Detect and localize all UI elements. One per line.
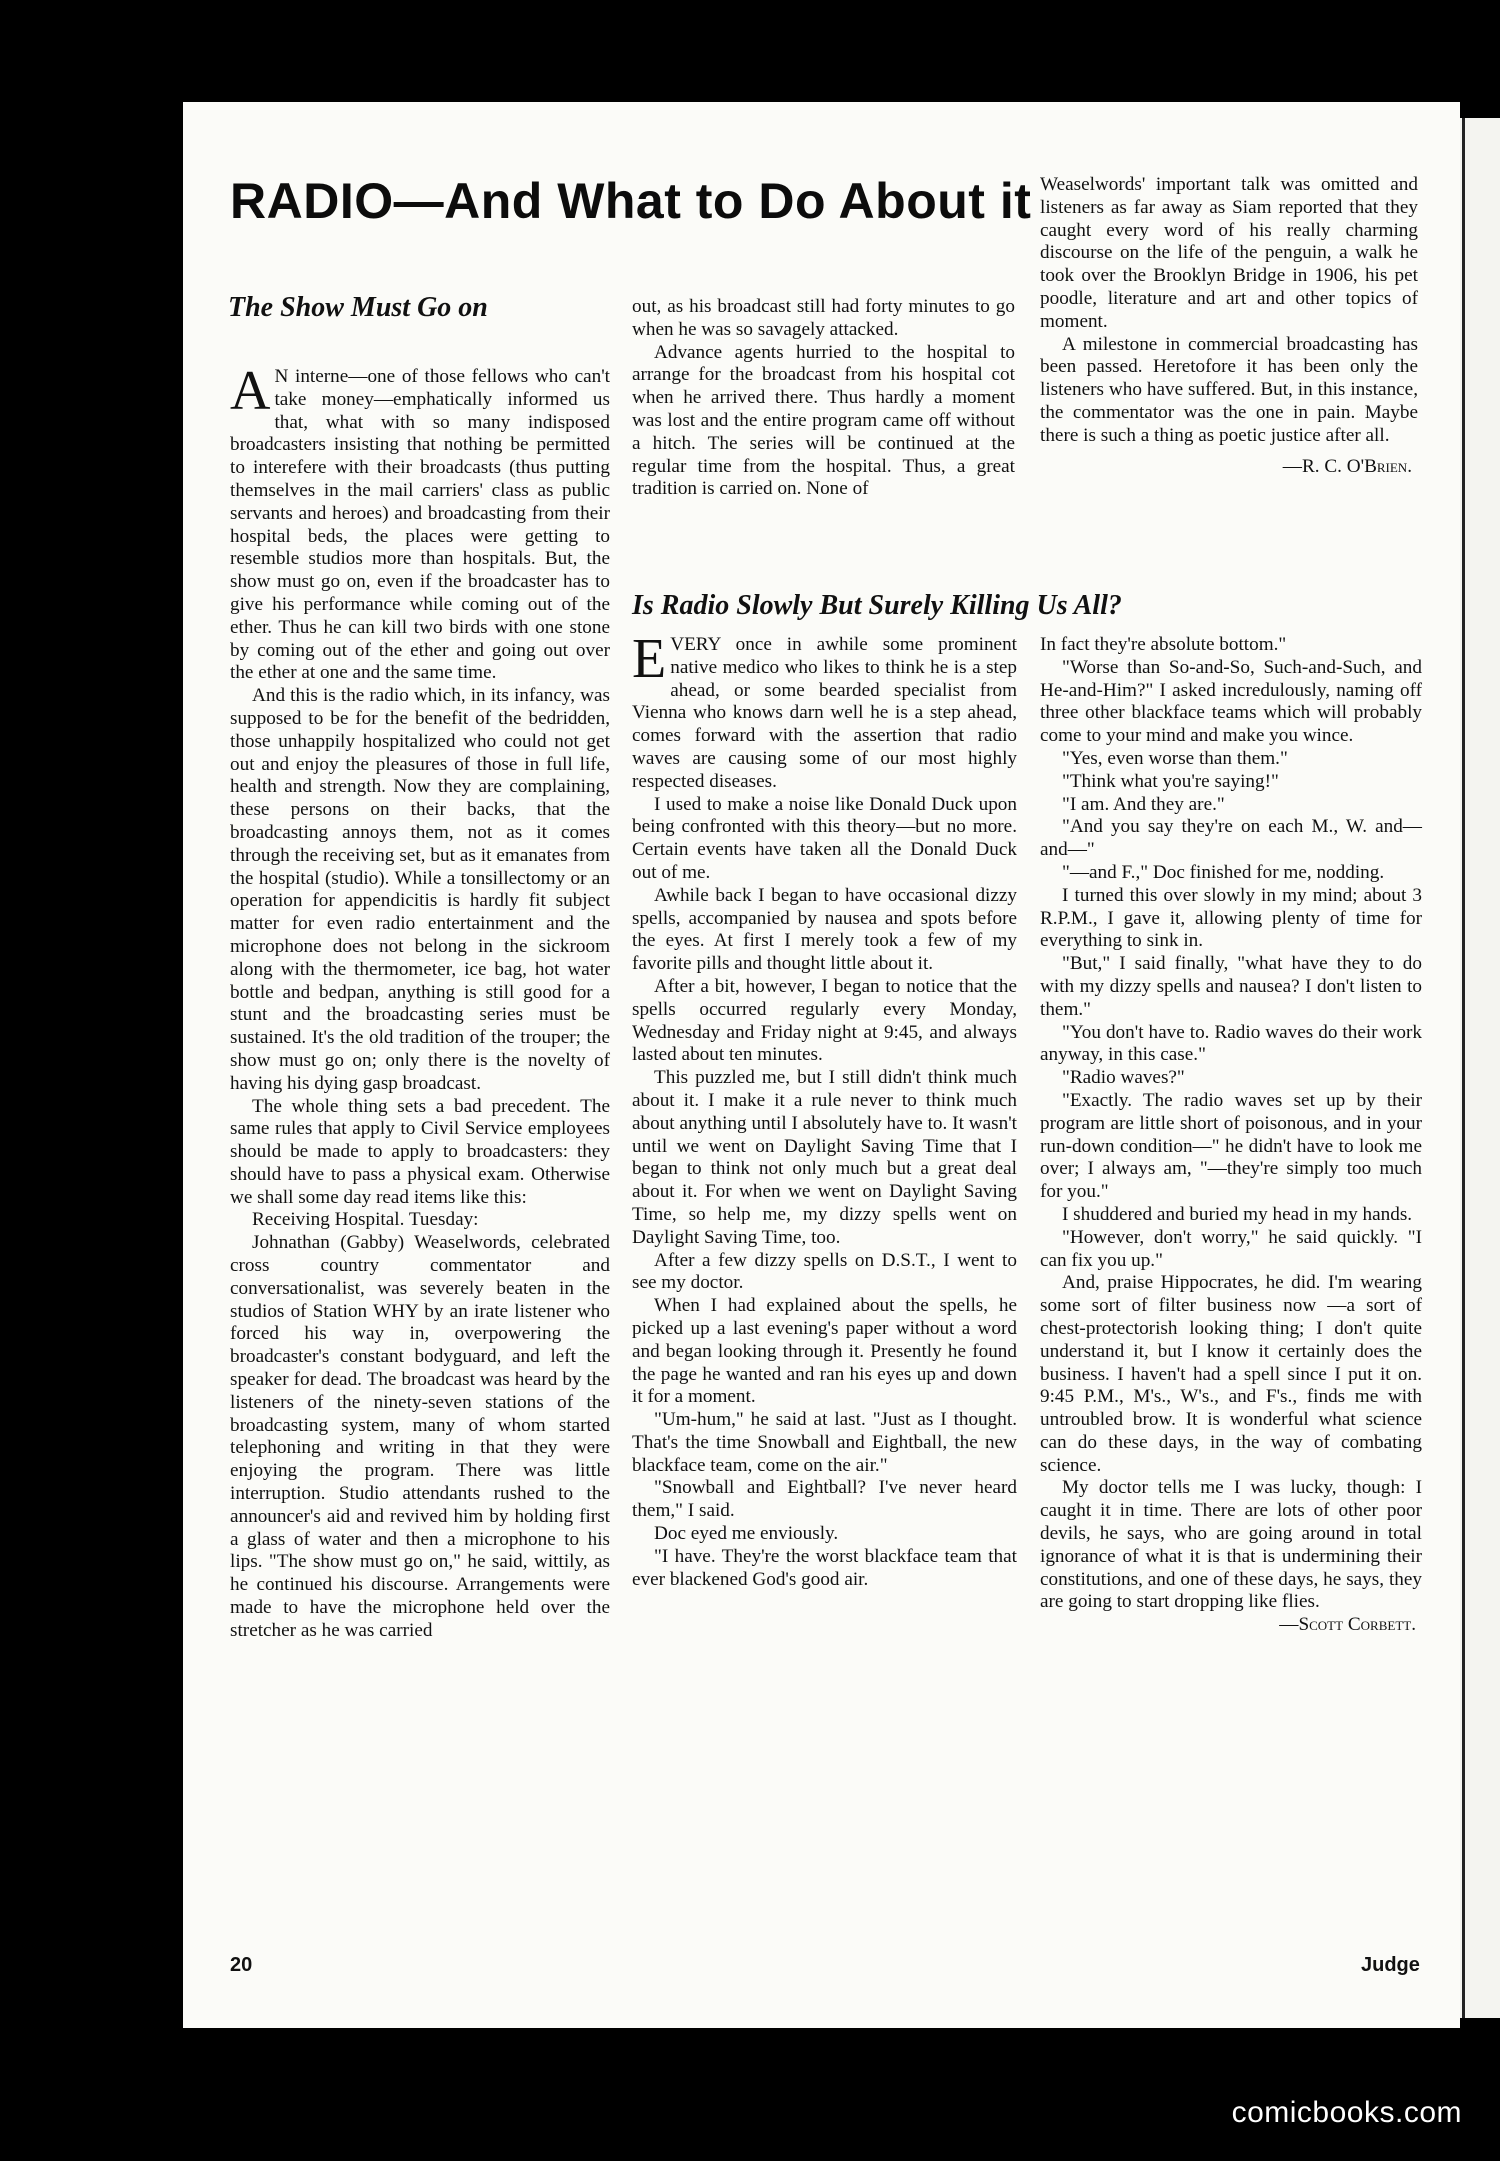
article1-column-3 xyxy=(1040,174,1418,478)
article2-heading: Is Radio Slowly But Surely Killing Us All? xyxy=(632,590,1122,621)
article1-paragraph: Advance agents hurried to the hospital to arrange for the broadcast from his hospital cot when he arrived there. Thus hardly a moment was lost and the entire program came off without a hitch. The series will be continued at the regular time from the hospital. Thus, a great tradition is carried on. None of xyxy=(632,341,1015,500)
article2-paragraph: "But," I said finally, "what have they to do with my dizzy spells and nausea? I don't listen to them." xyxy=(1040,953,1422,1020)
article2-paragraph: I used to make a noise like Donald Duck upon being confronted with this theory—but no more. Certain events have taken all the Donald Duck out of me. xyxy=(632,793,1017,883)
article2-paragraph: EVERY once in awhile some prominent native medico who likes to think he is a step ahead, or some bearded specialist from Vienna who knows darn well he is a step ahead, comes forward with the assertion that radio waves are causing some of our most highly respected diseases. xyxy=(632,628,1017,792)
article2-paragraph: "Exactly. The radio waves set up by their program are little short of poisonous, and in your run-down condition—" he didn't have to look me over; I always am, "—they're simply too much for you." xyxy=(1040,1089,1422,1203)
article2-paragraph: This puzzled me, but I still didn't think much about it. I make it a rule never to think much about anything until I absolutely have to. It wasn't until we went on Daylight Saving Time that I began to think not only much but a great deal about it. For when we went on Daylight Saving Time, so help me, my dizzy spells went on Daylight Saving Time, too. xyxy=(632,1067,1017,1248)
article1-paragraph: out, as his broadcast still had forty minutes to go when he was so savagely attacked. xyxy=(632,296,1015,340)
article1-paragraph: And this is the radio which, in its infancy, was supposed to be for the benefit of the bedridden, those unhappily hospitalized who could not get out and enjoy the pleasures of those in full life, health and strength. Now they are complaining, these persons on their backs, that the broadcasting annoys them, not as it comes through the receiving set, but as it emanates from the hospital (studio). While a tonsillectomy or an operation for appendicitis is hardly fit subject matter for even radio entertainment and the microphone does not belong in the sickroom along with the thermometer, ice bag, hot water bottle and bedpan, anything is still good for a stunt and the broadcasting series must be sustained. It's the old tradition of the trouper; the show must go on; only there is the novelty of having his dying gasp broadcast. xyxy=(230,685,610,1094)
watermark: comicbooks.com xyxy=(1231,2096,1462,2129)
page-spine-line xyxy=(1462,118,1465,2018)
page-edge xyxy=(1460,118,1500,2018)
article1-paragraph: A milestone in commercial broadcasting has been passed. Heretofore it has been only the listeners who have suffered. But, in this instance, the commentator was the one in pain. Maybe there is such a thing as poetic justice after all. xyxy=(1040,333,1418,446)
article2-paragraph: When I had explained about the spells, he picked up a last evening's paper without a word and began looking through it. Presently he found the page he wanted and ran his eyes up and down it for a moment. xyxy=(632,1295,1017,1408)
article1-paragraph: Receiving Hospital. Tuesday: xyxy=(252,1209,479,1231)
article1-paragraph: Weaselwords' important talk was omitted and listeners as far away as Siam reported that they caught every word of his really charming discourse on the life of the penguin, a walk he took over the Brooklyn Bridge in 1906, his pet poodle, literature and art and other topics of moment. xyxy=(1040,174,1418,332)
article1-column-2 xyxy=(632,296,1015,501)
article2-paragraph: After a bit, however, I began to notice that the spells occurred regularly every Monday, Wednesday and Friday night at 9:45, and always lasted about ten minutes. xyxy=(632,975,1017,1066)
article2-paragraph: After a few dizzy spells on D.S.T., I went to see my doctor. xyxy=(632,1249,1017,1294)
article2-paragraph: "Think what you're saying!" xyxy=(1062,770,1279,792)
article2-paragraph: "Um-hum," he said at last. "Just as I thought. That's the time Snowball and Eightball, the new blackface team, come on the air." xyxy=(632,1409,1017,1476)
drop-cap: E xyxy=(632,628,667,690)
article2-paragraph: "—and F.," Doc finished for me, nodding. xyxy=(1062,861,1385,883)
article2-column-2 xyxy=(1040,634,1422,1637)
article2-paragraph: "Worse than So-and-So, Such-and-Such, and He-and-Him?" I asked incredulously, naming off three other blackface teams which will probably come to your mind and make you wince. xyxy=(1040,656,1422,747)
page-number: 20 xyxy=(230,1954,253,1976)
article1-column-1 xyxy=(230,360,610,1643)
article2-paragraph: I turned this over slowly in my mind; about 3 R.P.M., I gave it, allowing plenty of time for everything to sink in. xyxy=(1040,884,1422,952)
magazine-name: Judge xyxy=(1361,1954,1420,1976)
article1-paragraph: A N interne—one of those fellows who can't take money—emphatically informed us that, what with so many indisposed broadcasters insisting that nothing be permitted to interefere with their broadcasts (thus putting themselves in the mail carriers' class as public servants and heroes) and broadcasting from their hospital beds, the places were getting to resemble studios more than hospitals. But, the show must go on, even if the broadcaster has to give his performance while coming out of the ether. Thus he can kill two birds with one stone by coming out of the ether and going out over the ether at one and the same time. xyxy=(230,360,610,684)
article1-byline: —R. C. O'Brien. xyxy=(1282,455,1412,477)
drop-cap: A xyxy=(230,360,271,422)
article2-paragraph: "And you say they're on each M., W. and—and—" xyxy=(1040,816,1422,861)
article2-paragraph: "I have. They're the worst blackface team that ever blackened God's good air. xyxy=(632,1545,1017,1590)
article2-paragraph: "Radio waves?" xyxy=(1062,1067,1185,1089)
article2-column-1 xyxy=(632,628,1017,1591)
article2-paragraph: "Yes, even worse than them." xyxy=(1062,747,1288,769)
article2-byline: —Scott Corbett. xyxy=(1279,1614,1416,1636)
article2-paragraph: Awhile back I began to have occasional dizzy spells, accompanied by nausea and spots before the eyes. At first I merely took a few of my favorite pills and thought little about it. xyxy=(632,884,1017,975)
article1-paragraph: The whole thing sets a bad precedent. The same rules that apply to Civil Service employees should be made to apply to broadcasters: they should have to pass a physical exam. Otherwise we shall some day read items like this: xyxy=(230,1095,610,1208)
article2-paragraph: In fact they're absolute bottom." xyxy=(1040,634,1287,655)
article2-paragraph: I shuddered and buried my head in my hands. xyxy=(1062,1203,1413,1225)
article2-paragraph: "You don't have to. Radio waves do their work anyway, in this case." xyxy=(1040,1021,1422,1066)
article2-paragraph: Doc eyed me enviously. xyxy=(654,1523,839,1545)
article1-paragraph: Johnathan (Gabby) Weaselwords, celebrated cross country commentator and conversationalist, was severely beaten in the studios of Station WHY by an irate listener who forced his way in, overpowering the broadcaster's constant bodyguard, and left the speaker for dead. The broadcast was heard by the listeners of the ninety-seven stations of the broadcasting system, many of whom started telephoning and writing in that they were enjoying the program. There was little interruption. Studio attendants rushed to the announcer's aid and revived him by holding first a glass of water and then a microphone to his lips. "The show must go on," he said, wittily, as he continued his discourse. Arrangements were made to have the microphone held over the stretcher as he was carried xyxy=(230,1232,610,1641)
article2-paragraph: My doctor tells me I was lucky, though: I caught it in time. There are lots of other poor devils, he says, who are going around in total ignorance of what it is that is undermining their constitutions, and one of these days, he says, they are going to start dropping like flies. xyxy=(1040,1477,1422,1613)
page-title: RADIO—And What to Do About it xyxy=(230,173,1032,229)
article1-heading: The Show Must Go on xyxy=(228,292,488,323)
article2-paragraph: And, praise Hippocrates, he did. I'm wearing some sort of filter business now —a sort of chest-protectorish looking thing; I don't quite understand it, but I know it certainly does the business. I haven't had a spell since I put it on. 9:45 P.M., M's., W's., and F's., finds me with untroubled brow. It is wonderful what science can do these days, in the way of combating science. xyxy=(1040,1272,1422,1476)
article2-paragraph: "I am. And they are." xyxy=(1062,793,1225,815)
article2-paragraph: "Snowball and Eightball? I've never heard them," I said. xyxy=(632,1477,1017,1522)
article2-paragraph: "However, don't worry," he said quickly. "I can fix you up." xyxy=(1040,1226,1422,1271)
